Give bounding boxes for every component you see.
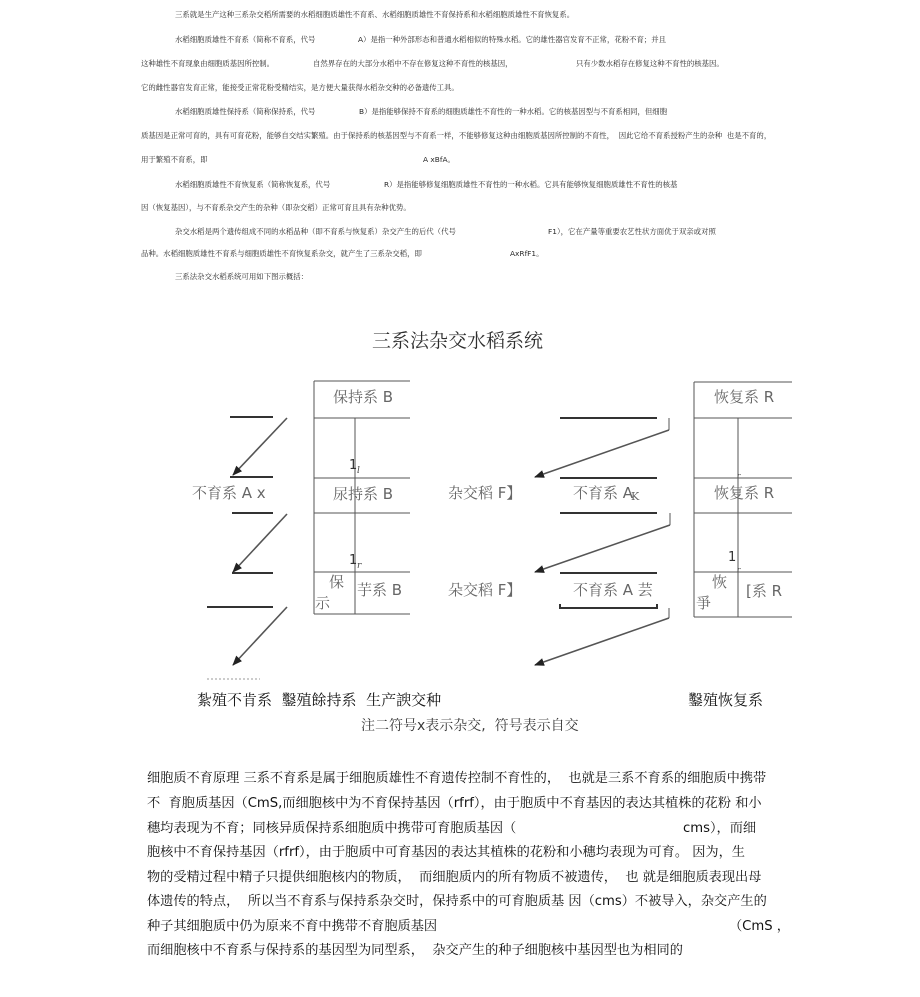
intro-line-11a: 品种。水稻细胞质雄性不育系与细胞质雄性不育恢复系杂交，就产生了三系杂交稻，即 xyxy=(141,249,422,258)
body-line-3b: cms），而细 xyxy=(683,821,757,836)
hybrid-rice-label-1: 杂交稻 F】 xyxy=(448,484,522,502)
middle-cross-arrows xyxy=(535,418,670,665)
body-line-4: 胞核中不育保持基因（rfrf），由于胞质中可育基因的表达其植株的花粉和小穗均表现为可育。 因为，生 xyxy=(147,845,745,860)
diagram-title: 三系法杂交水稻系统 xyxy=(372,330,544,352)
diagram-note: 注二符号x表示杂交, 符号表示自交 xyxy=(361,718,579,734)
body-line-1: 细胞质不育原理 三系不育系是属于细胞质雄性不育遗传控制不育性的， 也就是三系不育系的细胞质中携带 xyxy=(147,771,767,786)
body-line-2: 不 育胞质基因（CmS,而细胞核中为不育保持基因（rfrf），由于胞质中不育基因的表达其植株的花粉 和小 xyxy=(147,796,762,811)
intro-line-10a: 杂交水稻是两个遗传组成不同的水稻品种（即不育系与恢复系）杂交产生的后代（代号 xyxy=(175,227,456,236)
intro-line-8b: R）是指能够修复细胞质雄性不育性的一种水稻。它具有能够恢复细胞质雄性不育性的核基 xyxy=(384,180,678,189)
intro-line-6: 质基因是正常可育的，具有可育花粉，能够自交结实繁殖。由于保持系的核基因型与不育系一样，不能够修复这种由细胞质基因所控制的不育性， 因此它给不育系授粉产生的杂种 也是不育的， xyxy=(141,131,772,140)
body-line-6: 体遗传的特点， 所以当不育系与保持系杂交时，保持系中的可育胞质基 因（cms）不被导入，杂交产生的 xyxy=(147,894,767,909)
maintainer-mark-1-sub: l xyxy=(357,466,360,476)
intro-line-1: 三系就是生产这种三系杂交稻所需要的水稻细胞质雄性不育系、水稻细胞质雄性不育保持系和水稻细胞质雄性不育恢复系。 xyxy=(175,10,575,19)
middle-cross-arrow xyxy=(535,430,669,477)
intro-line-3c: 只有少数水稻存在修复这种不育性的核基因。 xyxy=(576,59,724,68)
intro-line-5a: 水稻细胞质雄性保持系（简称保持系，代号 xyxy=(175,107,316,116)
left-cross-arrow xyxy=(233,418,287,475)
intro-line-12: 三系法杂交水稻系统可用如下图示概括： xyxy=(175,272,309,281)
maintainer-row-2: 尿持系 B xyxy=(333,485,394,503)
intro-line-4: 它的雌性器官发育正常，能接受正常花粉受精结实，是方便大量获得水稻杂交种的必备遗传工具。 xyxy=(141,83,459,92)
sterile-line-label-3: 不育系 A 芸 xyxy=(573,581,653,599)
intro-line-3b: 自然界存在的大部分水稻中不存在修复这种不育性的核基因， xyxy=(313,59,513,68)
intro-line-10b: F1），它在产量等重要农艺性状方面优于双亲或对照 xyxy=(548,227,716,236)
restorer-row-1: 恢复系 R xyxy=(714,388,775,406)
middle-bracket-line xyxy=(560,604,657,608)
bottom-label-right: 鑿殖恢复系 xyxy=(688,691,764,709)
left-cross-arrow xyxy=(233,607,287,665)
maintainer-mark-2: 1 xyxy=(349,553,358,568)
middle-cross-arrow xyxy=(535,618,669,665)
maintainer-mark-2-sub: r xyxy=(357,561,362,571)
bottom-label-left: 紮殖不肯系 鑿殖餘持系 生产諛交种 xyxy=(197,691,442,709)
intro-line-2a: 水稻细胞质雄性不育系（简称不育系，代号 xyxy=(175,35,316,44)
maintainer-row-1: 保持系 B xyxy=(333,388,394,406)
hybrid-rice-label-2: 朵交稻 F】 xyxy=(448,581,522,599)
intro-line-2b: A）是指一种外部形态和普通水稻相似的特殊水稻。它的雄性器官发育不正常，花粉不育；并且 xyxy=(358,35,667,44)
restorer-row-3-right: [系 R xyxy=(746,582,783,600)
sterile-line-label: 不育系 A x xyxy=(192,484,266,502)
left-cross-arrow xyxy=(233,514,287,572)
maintainer-mark-1: 1 xyxy=(349,458,358,473)
intro-line-11b: AxRfF1。 xyxy=(510,249,544,258)
body-line-8: 而细胞核中不育系与保持系的基因型为同型系， 杂交产生的种子细胞核中基因型也为相同的 xyxy=(147,943,683,958)
intro-line-5b: B）是指能够保持不育系的细胞质雄性不育性的一种水稻。它的核基因型与不育系相同，但细胞 xyxy=(359,107,668,116)
intro-line-7a: 用于繁殖不育系，即 xyxy=(141,155,208,164)
intro-line-7b: A xBfA。 xyxy=(423,155,455,164)
body-line-3a: 穗均表现为不育；同核异质保持系细胞质中携带可育胞质基因（ xyxy=(147,821,517,836)
restorer-tick-1: r xyxy=(737,472,741,480)
restorer-tick-2: r xyxy=(737,566,741,574)
restorer-row-3-left-top: 恢 xyxy=(712,573,728,591)
body-line-5: 物的受精过程中精子只提供细胞核内的物质， 而细胞质内的所有物质不被遗传， 也 就是细胞质表现出母 xyxy=(147,870,762,885)
body-line-7b: （CmS ， xyxy=(729,919,790,934)
sterile-line-label-2: 不育系 A xyxy=(573,484,634,502)
maintainer-row-3-left-top: 保 xyxy=(329,573,345,591)
middle-cross-arrow xyxy=(535,525,670,572)
restorer-row-3-left-bottom: 爭 xyxy=(696,594,712,612)
intro-line-9: 因（恢复基因），与不育系杂交产生的杂种（即杂交稻）正常可育且具有杂种优势。 xyxy=(141,203,411,212)
body-line-7a: 种子其细胞质中仍为原来不育中携带不育胞质基因 xyxy=(147,919,438,934)
sterile-line-label-2-sub: K xyxy=(631,490,640,503)
maintainer-row-3-right: 芋系 B xyxy=(357,581,403,599)
intro-line-8a: 水稻细胞质雄性不育恢复系（简称恢复系，代号 xyxy=(175,180,331,189)
intro-line-3a: 这种雄性不育现象由细胞质基因所控制。 xyxy=(141,59,275,68)
restorer-mark-1: 1 xyxy=(728,550,737,565)
maintainer-row-3-left-bottom: 示 xyxy=(315,594,331,612)
restorer-row-2: 恢复系 R xyxy=(714,484,775,502)
left-cross-arrows xyxy=(207,417,287,679)
